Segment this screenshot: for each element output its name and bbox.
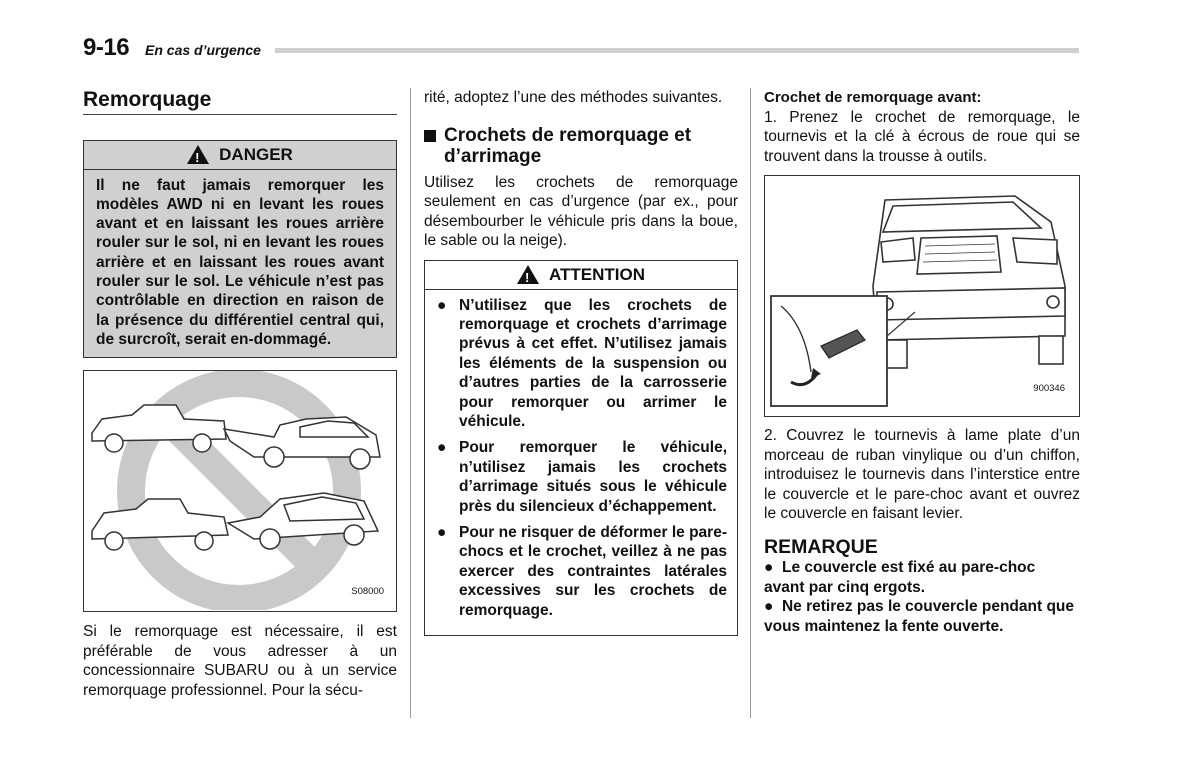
bullet-dot-icon: ●	[437, 439, 447, 457]
note-title: REMARQUE	[764, 535, 878, 558]
front-bumper-icon	[765, 176, 1078, 415]
note-item: ● Le couvercle est fixé au pare-choc avant par cinq ergots.	[764, 559, 1036, 596]
column-3	[764, 88, 1080, 636]
column-divider	[750, 88, 751, 718]
section-square-icon	[424, 130, 436, 142]
warning-triangle-icon: !	[187, 145, 209, 164]
towing-paragraph: Si le remorquage est nécessaire, il est préférable de vous adresser à un concessionnaire SUBARU ou à un service remorquage professionnel. Pour la sécu-	[83, 623, 397, 699]
header-rule	[275, 48, 1079, 53]
danger-label: DANGER	[219, 144, 293, 164]
paragraph-usage: Utilisez les crochets de remorquage seulement en cas d’urgence (par ex., pour désembourber le véhicule pris dans la boue, le sable ou la neige).	[424, 173, 738, 249]
figure-code: 900346	[1033, 382, 1065, 394]
section-title-text: Crochets de remorquage et d’arrimage	[444, 124, 692, 167]
paragraph-methods: rité, adoptez l’une des méthodes suivantes.	[424, 89, 723, 106]
bullet-dot-icon: ●	[764, 559, 782, 576]
note-item: ● Ne retirez pas le couvercle pendant que vous maintenez la fente ouverte.	[764, 598, 1075, 635]
attention-bullet: ● Pour ne risquer de déformer le pare-chocs et le crochet, veillez à ne pas exercer des contraintes latérales excessives sur les crochets de remorquage.	[437, 523, 727, 619]
towing-prohibited-icon	[84, 371, 395, 610]
column-2	[424, 88, 738, 636]
warning-triangle-icon: !	[517, 265, 539, 284]
bullet-dot-icon: ●	[437, 296, 447, 314]
section-name: En cas d’urgence	[145, 42, 261, 58]
step-2: 2. Couvrez le tournevis à lame plate d’un morceau de ruban vinylique ou d’un chiffon, introduisez le tournevis dans l’interstice entre le couvercle et le pare-choc avant et ouvrez le couvercle en faisant levier.	[764, 427, 1080, 522]
attention-label: ATTENTION	[548, 264, 645, 284]
bullet-dot-icon: ●	[437, 523, 447, 541]
page-header	[83, 34, 1079, 64]
section-title-remorquage: Remorquage	[83, 90, 397, 115]
danger-box	[83, 140, 397, 359]
danger-text: Il ne faut jamais remorquer les modèles AWD ni en levant les roues avant et en laissant les roues arrière rouler sur le sol, ni en levant les roues arrière et en laissant les roues avant rouler sur le sol. Le véhicule n’est pas contrôlable en direction en raison de la présence du différentiel central qui, de surcroît, serait en-dommagé.	[84, 170, 396, 358]
step-1: 1. Prenez le crochet de remorquage, le tournevis et la clé à écrous de roue qui se trouvent dans la trousse à outils.	[764, 108, 1080, 165]
column-divider	[410, 88, 411, 718]
attention-bullet: ● N’utilisez que les crochets de remorquage et crochets d’arrimage prévus à cet effet. N’utilisez jamais les éléments de la suspension ou d’autres parties de la carrosserie pour remorquer ou arrimer le véhicule.	[437, 296, 727, 430]
attention-bullet: ● Pour remorquer le véhicule, n’utilisez jamais les crochets d’arrimage situés sous le véhicule près du silencieux d’échappement.	[437, 439, 727, 515]
danger-header	[84, 141, 396, 170]
attention-box	[424, 260, 738, 637]
bullet-dot-icon: ●	[764, 598, 782, 615]
page-number: 9-16	[83, 34, 130, 61]
column-1	[83, 88, 397, 701]
subheading-front-hook: Crochet de remorquage avant:	[764, 89, 982, 106]
attention-header	[425, 261, 737, 290]
section-title-crochets	[424, 125, 738, 167]
front-bumper-illustration	[764, 175, 1080, 417]
towing-prohibited-illustration	[83, 370, 397, 612]
attention-body	[425, 290, 737, 636]
figure-code: S08000	[351, 585, 384, 597]
